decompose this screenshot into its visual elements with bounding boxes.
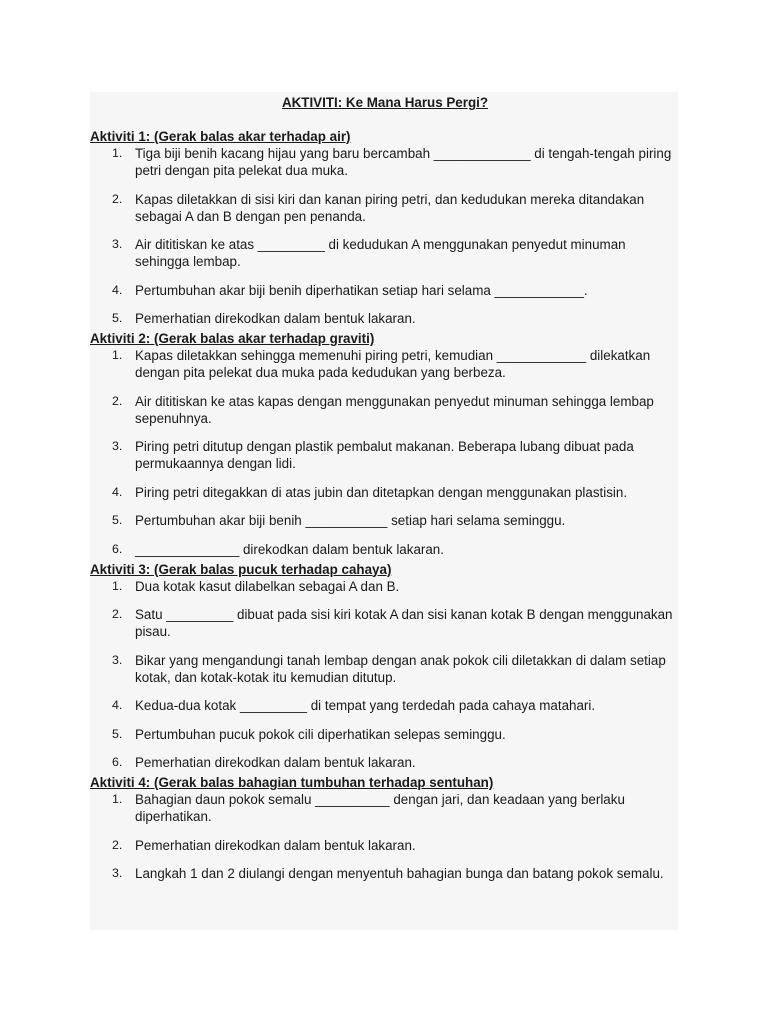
step-text: Tiga biji benih kacang hijau yang baru bercambah _____________ di tengah-tengah piring petri dengan pita pelekat dua muka. — [135, 146, 672, 178]
step-text: Pertumbuhan akar biji benih ___________ setiap hari selama seminggu. — [135, 513, 566, 528]
step-number: 5. — [112, 513, 123, 527]
list-item — [90, 512, 680, 529]
step-text: Air dititiskan ke atas _________ di kedudukan A menggunakan penyedut minuman sehingga lembap. — [135, 237, 626, 269]
step-number: 4. — [112, 282, 123, 297]
step-number: 3. — [112, 652, 123, 667]
list-item — [90, 791, 680, 825]
step-text: Bikar yang mengandungi tanah lembap dengan anak pokok cili diletakkan di dalam setiap kotak, dan kotak-kotak itu kemudian ditutup. — [135, 652, 666, 685]
step-number: 2. — [112, 607, 123, 621]
step-number: 2. — [112, 191, 123, 206]
activity-heading: Aktiviti 4: (Gerak balas bahagian tumbuhan terhadap sentuhan) — [90, 775, 494, 790]
list-item — [90, 754, 680, 771]
list-item — [90, 697, 680, 714]
step-number: 1. — [112, 792, 123, 806]
step-number: 6. — [112, 755, 123, 769]
activity-section-3 — [90, 561, 680, 772]
document-content — [90, 94, 680, 882]
activity-heading: Aktiviti 2: (Gerak balas akar terhadap graviti) — [90, 331, 375, 346]
activity-section-1 — [90, 128, 680, 327]
step-text: Kedua-dua kotak _________ di tempat yang terdedah pada cahaya matahari. — [135, 698, 596, 713]
activity-heading: Aktiviti 3: (Gerak balas pucuk terhadap cahaya) — [90, 561, 392, 577]
list-item — [90, 837, 680, 854]
step-number: 2. — [112, 837, 123, 852]
step-number: 2. — [112, 393, 123, 408]
step-number: 4. — [112, 698, 123, 712]
list-item — [90, 310, 680, 327]
list-item — [90, 484, 680, 501]
step-number: 6. — [112, 541, 123, 556]
step-text: Satu _________ dibuat pada sisi kiri kotak A dan sisi kanan kotak B dengan menggunakan pisau. — [135, 607, 673, 639]
list-item — [90, 191, 680, 225]
step-number: 3. — [112, 866, 123, 880]
step-text: Bahagian daun pokok semalu __________ dengan jari, dan keadaan yang berlaku diperhatikan. — [135, 792, 625, 824]
list-item — [90, 652, 680, 686]
step-number: 5. — [112, 726, 123, 741]
step-text: Piring petri ditutup dengan plastik pembalut makanan. Beberapa lubang dibuat pada permukaannya dengan lidi. — [135, 439, 634, 471]
list-item — [90, 865, 680, 882]
step-text: Kapas diletakkan sehingga memenuhi piring petri, kemudian ____________ dilekatkan dengan pita pelekat dua muka pada kedudukan yang berbeza. — [135, 348, 651, 380]
step-text: Pemerhatian direkodkan dalam bentuk lakaran. — [135, 311, 416, 326]
step-text: Langkah 1 dan 2 diulangi dengan menyentuh bahagian bunga dan batang pokok semalu. — [135, 866, 664, 881]
list-item — [90, 541, 680, 558]
step-text: Pemerhatian direkodkan dalam bentuk lakaran. — [135, 837, 416, 853]
step-text: Pertumbuhan pucuk pokok cili diperhatikan selepas seminggu. — [135, 726, 506, 742]
step-number: 1. — [112, 578, 123, 593]
activity-section-4 — [90, 774, 680, 882]
activity-sections — [90, 128, 680, 882]
step-text: ______________ direkodkan dalam bentuk lakaran. — [135, 541, 444, 557]
list-item — [90, 726, 680, 743]
list-item — [90, 578, 680, 595]
activity-section-2 — [90, 330, 680, 558]
step-list — [90, 145, 680, 327]
step-text: Pemerhatian direkodkan dalam bentuk lakaran. — [135, 755, 416, 770]
step-list — [90, 347, 680, 558]
step-number: 4. — [112, 484, 123, 499]
list-item — [90, 606, 680, 640]
list-item — [90, 347, 680, 381]
step-number: 3. — [112, 237, 123, 251]
step-list — [90, 578, 680, 772]
list-item — [90, 236, 680, 270]
step-list — [90, 791, 680, 882]
step-number: 3. — [112, 439, 123, 453]
activity-heading: Aktiviti 1: (Gerak balas akar terhadap air) — [90, 129, 351, 144]
step-number: 1. — [112, 348, 123, 362]
step-number: 1. — [112, 146, 123, 160]
step-text: Dua kotak kasut dilabelkan sebagai A dan B. — [135, 578, 400, 594]
list-item — [90, 393, 680, 427]
step-number: 5. — [112, 311, 123, 325]
list-item — [90, 282, 680, 299]
step-text: Piring petri ditegakkan di atas jubin dan ditetapkan dengan menggunakan plastisin. — [135, 484, 628, 500]
document-title: AKTIVITI: Ke Mana Harus Pergi? — [281, 95, 489, 110]
list-item — [90, 438, 680, 472]
step-text: Kapas diletakkan di sisi kiri dan kanan piring petri, dan kedudukan mereka ditandakan sebagai A dan B dengan pen penanda. — [135, 191, 645, 224]
list-item — [90, 145, 680, 179]
step-text: Air dititiskan ke atas kapas dengan menggunakan penyedut minuman sehingga lembap sepenuhnya. — [135, 393, 654, 426]
step-text: Pertumbuhan akar biji benih diperhatikan setiap hari selama ____________. — [135, 282, 588, 298]
